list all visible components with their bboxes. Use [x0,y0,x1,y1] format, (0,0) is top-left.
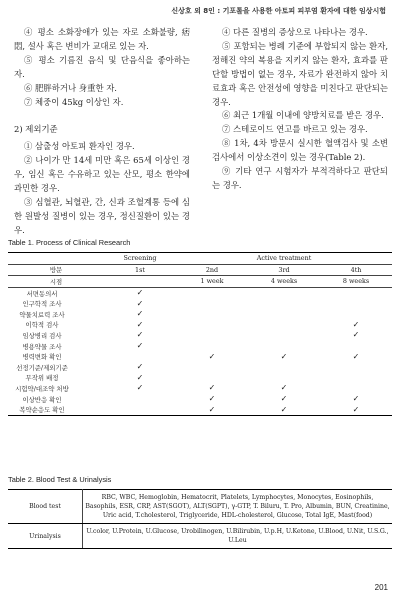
schedule-cell [320,341,392,352]
schedule-cell [320,394,392,405]
procedure-label-text: 무작위 배정 [25,374,59,383]
table-row [8,524,392,549]
test-category: Urinalysis [8,524,83,549]
process-table [8,252,392,416]
table-row [8,330,392,341]
table-row [8,394,392,405]
schedule-cell [176,394,248,405]
schedule-cell [176,404,248,415]
check-mark-icon: ✓ [352,351,360,361]
schedule-cell [320,298,392,309]
procedure-label [8,341,104,352]
criteria-item: ⑤ 포함되는 병례 기준에 부합되지 않는 환자, 정해진 약의 복용을 지키지 않는 환자, 효과를 판단할 방법이 없는 경우, 자료가 완전하지 않아 치료효과 혹은 안전성에 영향을 미친다고 판단되는 경우. [212,40,388,107]
check-mark-icon: ✓ [208,351,216,361]
group-header-screening: Screening [104,253,176,265]
check-mark-icon: ✓ [280,394,288,404]
check-mark-icon: ✓ [208,404,216,414]
procedure-label [8,298,104,309]
schedule-cell [248,351,320,362]
schedule-cell [320,373,392,384]
table-row [8,362,392,373]
time-label: 시점 [8,276,104,288]
schedule-cell [248,309,320,320]
procedure-label [8,362,104,373]
criteria-item: ③ 심혈관, 뇌혈관, 간, 신과 조혈계통 등에 심한 원발성 질병이 있는 경우, 정신질환이 있는 경우. [14,196,190,235]
page-number: 201 [374,583,388,592]
schedule-cell [320,351,392,362]
schedule-cell [104,394,176,405]
criteria-item: ① 삼출성 아토피 환자인 경우. [24,141,135,152]
check-mark-icon: ✓ [136,298,144,308]
table-cell [8,253,104,265]
time-header: 1 week [176,276,248,288]
visit-header: 2nd [176,264,248,276]
test-category: Blood test [8,490,83,524]
criteria-item: ⑦ 체중이 45kg 이상인 자. [24,96,124,107]
check-mark-icon: ✓ [352,319,360,329]
procedure-label-text: 복약순응도 확인 [19,406,65,415]
criteria-item: ④ 평소 소화장애가 있는 자로 소화불량, 痞悶, 설사 혹은 변비가 교대로 있는 자. [14,27,190,51]
schedule-cell [104,383,176,394]
schedule-cell [104,309,176,320]
criteria-item: ⑦ 스테로이드 연고를 바르고 있는 경우. [222,124,368,135]
schedule-cell [104,330,176,341]
schedule-cell [320,330,392,341]
group-header-active: Active treatment [176,253,392,265]
table-row [8,309,392,320]
schedule-cell [248,320,320,331]
schedule-cell [104,373,176,384]
check-mark-icon: ✓ [352,404,360,414]
check-mark-icon: ✓ [280,383,288,393]
check-mark-icon: ✓ [136,341,144,351]
procedure-label [8,330,104,341]
schedule-cell [248,404,320,415]
schedule-cell [176,320,248,331]
schedule-cell [248,298,320,309]
schedule-cell [176,383,248,394]
table-row [8,383,392,394]
time-header [104,276,176,288]
schedule-cell [320,320,392,331]
criteria-item: ④ 다른 질병의 증상으로 나타나는 경우. [222,27,368,37]
table2-caption: Table 2. Blood Test & Urinalysis [8,475,112,484]
criteria-item: ② 나이가 만 14세 미만 혹은 65세 이상인 경우, 임신 혹은 수유하고 있는 산모, 평소 한약에 과민한 경우. [14,155,190,194]
procedure-label-text: 이상반응 확인 [22,395,62,404]
schedule-cell [104,362,176,373]
procedure-label [8,404,104,415]
schedule-cell [176,309,248,320]
schedule-cell [104,287,176,298]
check-mark-icon: ✓ [136,309,144,319]
schedule-cell [176,330,248,341]
check-mark-icon: ✓ [352,330,360,340]
procedure-label [8,309,104,320]
table-row [8,320,392,331]
procedure-label-text: 병용약물 조사 [22,342,62,351]
schedule-cell [176,341,248,352]
procedure-label [8,287,104,298]
schedule-cell [320,309,392,320]
table-row [8,490,392,524]
check-mark-icon: ✓ [352,394,360,404]
procedure-label [8,320,104,331]
check-mark-icon: ✓ [208,383,216,393]
procedure-label-text: 시험약/대조약 처방 [15,384,69,393]
time-header: 8 weeks [320,276,392,288]
schedule-cell [104,341,176,352]
schedule-cell [248,341,320,352]
schedule-cell [320,383,392,394]
table-row [8,287,392,298]
schedule-cell [248,362,320,373]
schedule-cell [320,287,392,298]
procedure-label-text: 인구학적 조사 [22,300,62,309]
procedure-label-text: 약물치료력 조사 [19,310,65,319]
procedure-label-text: 이학적 검사 [25,321,59,330]
schedule-cell [104,404,176,415]
table-row [8,341,392,352]
check-mark-icon: ✓ [280,351,288,361]
schedule-cell [176,362,248,373]
table-row [8,373,392,384]
criteria-item: ⑨ 기타 연구 시험자가 부적격하다고 판단되는 경우. [212,166,388,190]
schedule-cell [176,373,248,384]
check-mark-icon: ✓ [136,330,144,340]
check-mark-icon: ✓ [136,362,144,372]
procedure-label-text: 임상병리 검사 [22,331,62,340]
time-header: 4 weeks [248,276,320,288]
blood-test-table [8,489,392,549]
schedule-cell [104,320,176,331]
schedule-cell [176,351,248,362]
schedule-cell [248,287,320,298]
procedure-label-text: 서면동의서 [26,289,58,298]
section-heading: 2) 제외기준 [14,124,58,135]
visit-header: 4th [320,264,392,276]
procedure-label [8,373,104,384]
schedule-cell [248,383,320,394]
schedule-cell [248,394,320,405]
test-items: RBC, WBC, Hemoglobin, Hematocrit, Platelets, Lymphocytes, Monocytes, Eosinophils, Basophils, ESR, CRP, AST(SGOT), ALT(SGPT), γ-GTP, T. Biluru, T. Pro, Albumin, BUN, Creatinine, Uric acid, T.cholesterol, Triglyceride, HDL-cholesterol, Glucose, Total IgE, Mast(food) [83,490,393,524]
table-row [8,351,392,362]
schedule-cell [104,351,176,362]
visit-header: 3rd [248,264,320,276]
running-header: 신상호 외 8인 : 기포톨을 사용한 아토피 피부염 환자에 대한 임상시험 [171,7,386,15]
procedure-label [8,394,104,405]
criteria-item: ⑥ 肥胖하거나 身重한 자. [24,82,117,93]
check-mark-icon: ✓ [136,372,144,382]
schedule-cell [248,373,320,384]
schedule-cell [248,330,320,341]
check-mark-icon: ✓ [280,404,288,414]
check-mark-icon: ✓ [208,394,216,404]
visit-label: 방문 [8,264,104,276]
test-items: U.color, U.Protein, U.Glucose, Urobilinogen, U.Bilirubin, U.p.H, U.Ketone, U.Blood, U.Nit, U.S.G., U.Leu [83,524,393,549]
right-text-column [212,26,388,193]
schedule-cell [104,298,176,309]
procedure-label [8,383,104,394]
schedule-cell [320,362,392,373]
criteria-item: ⑧ 1차, 4차 방문시 실시한 혈액검사 및 소변검사에서 이상소견이 있는 경우(Table 2). [212,138,388,163]
schedule-cell [176,287,248,298]
criteria-item: ⑥ 최근 1개월 이내에 양방치료를 받은 경우. [222,110,384,121]
table-row [8,404,392,415]
table-row [8,298,392,309]
check-mark-icon: ✓ [136,288,144,298]
table1-caption: Table 1. Process of Clinical Research [8,238,131,247]
schedule-cell [176,298,248,309]
procedure-label-text: 선정기준/제외기준 [16,363,68,372]
visit-header: 1st [104,264,176,276]
left-text-column [14,26,190,238]
schedule-cell [320,404,392,415]
procedure-label [8,351,104,362]
check-mark-icon: ✓ [136,319,144,329]
check-mark-icon: ✓ [136,383,144,393]
criteria-item: ⑤ 평소 기름진 음식 및 단음식을 좋아하는 자. [14,54,190,79]
procedure-label-text: 병력변화 확인 [22,353,62,362]
